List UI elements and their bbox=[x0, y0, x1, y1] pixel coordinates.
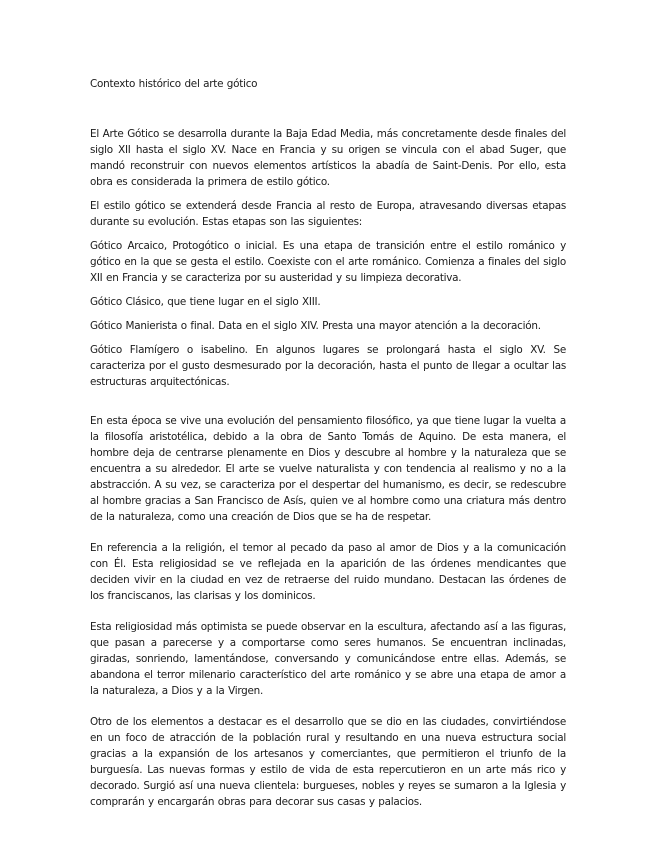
paragraph-flamigero: Gótico Flamígero o isabelino. En algunos lugares se prolongará hasta el siglo XV. Se caracteriza por el gusto desmesurado por la decoración, hasta el punto de llegar a ocultar las estructuras arquitectónicas. bbox=[90, 344, 566, 388]
paragraph-pensamiento: En esta época se vive una evolución del pensamiento filosófico, ya que tiene lugar la vuelta a la filosofía aristotélica, debido a la obra de Santo Tomás de Aquino. De esta manera, el hombre deja de centrarse plenamente en Dios y descubre al hombre y la naturaleza que se encuentra a su alrededor. El arte se vuelve naturalista y con tendencia al realismo y no a la abstracción. A su vez, se caracteriza por el despertar del humanismo, es decir, se redescubre al hombre gracias a San Francisco de Asís, quien ve al hombre como una criatura más dentro de la naturaleza, como una creación de Dios que se ha de respetar. bbox=[90, 415, 566, 523]
paragraph-intro: El Arte Gótico se desarrolla durante la Baja Edad Media, más concretamente desde finales del siglo XII hasta el siglo XV. Nace en Francia y su origen se vincula con el abad Suger, que mandó reconstruir con nuevos elementos artísticos la abadía de Saint-Denis. Por ello, esta obra es considerada la primera de estilo gótico. bbox=[90, 128, 566, 188]
paragraph-arcaico: Gótico Arcaico, Protogótico o inicial. Es una etapa de transición entre el estilo románico y gótico en la que se gesta el estilo. Coexiste con el arte románico. Comienza a finales del siglo XII en Francia y se caracteriza por su austeridad y su limpieza decorativa. bbox=[90, 240, 566, 284]
paragraph-escultura: Esta religiosidad más optimista se puede observar en la escultura, afectando así a las figuras, que pasan a parecerse y a comportarse como seres humanos. Se encuentran inclinadas, giradas, sonriendo, lamentándose, conversando y comunicándose entre ellas. Además, se abandona el terror milenario característico del arte románico y se abre una etapa de amor a la naturaleza, a Dios y a la Virgen. bbox=[90, 621, 566, 697]
paragraph-manierista: Gótico Manierista o final. Data en el siglo XIV. Presta una mayor atención a la decoración. bbox=[90, 320, 541, 332]
document-body bbox=[90, 76, 566, 818]
paragraph-clasico: Gótico Clásico, que tiene lugar en el siglo XIII. bbox=[90, 296, 321, 308]
document-title: Contexto histórico del arte gótico bbox=[90, 78, 258, 90]
paragraph-religion: En referencia a la religión, el temor al pecado da paso al amor de Dios y a la comunicación con Él. Esta religiosidad se ve reflejada en la aparición de las órdenes mendicantes que deciden vivir en la ciudad en vez de retraerse del ruido mundano. Destacan las órdenes de los franciscanos, las clarisas y los dominicos. bbox=[90, 542, 566, 602]
paragraph-ciudades: Otro de los elementos a destacar es el desarrollo que se dio en las ciudades, convirtiéndose en un foco de atracción de la población rural y resultando en una nueva estructura social gracias a la expansión de los artesanos y comerciantes, que permitieron el triunfo de la burguesía. Las nuevas formas y estilo de vida de esta repercutieron en un arte más rico y decorado. Surgió así una nueva clientela: burgueses, nobles y reyes se sumaron a la Iglesia y comprarán y encargarán obras para decorar sus casas y palacios. bbox=[90, 716, 566, 808]
paragraph-extension: El estilo gótico se extenderá desde Francia al resto de Europa, atravesando diversas etapas durante su evolución. Estas etapas son las siguientes: bbox=[90, 200, 566, 228]
